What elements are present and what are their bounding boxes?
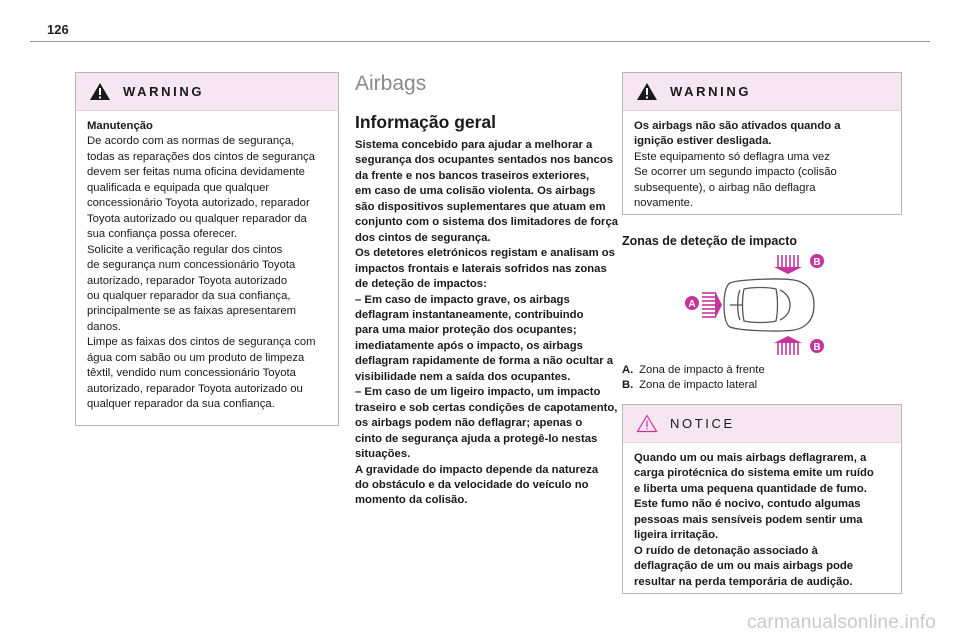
notice-body	[623, 443, 901, 599]
left-warning-line: concessionário Toyota autorizado, reparador	[87, 197, 310, 210]
left-warning-line: De acordo com as normas de segurança,	[87, 135, 295, 148]
notice-line: carga pirotécnica do sistema emite um ruído	[634, 467, 874, 480]
general-info-line: Sistema concebido para ajudar a melhorar a	[355, 139, 593, 151]
general-info-line: cinto de segurança ajuda a protegê-lo nestas	[355, 432, 598, 445]
left-warning-line: ou qualquer reparador da sua confiança,	[87, 289, 291, 302]
left-warning-line: qualquer reparador da sua confiança.	[87, 398, 275, 411]
left-warning-line: Limpe as faixas dos cintos de segurança com	[87, 336, 316, 349]
general-info-text	[355, 138, 618, 509]
left-warning-line: água com sabão ou um produto de limpeza	[87, 351, 305, 364]
label-b-bottom-marker	[810, 339, 824, 353]
general-info-line: deflagram rapidamente de forma a não ocultar a	[355, 355, 614, 368]
front-impact-arrows	[702, 291, 722, 319]
legend-item	[622, 378, 765, 393]
notice-triangle-icon	[636, 414, 658, 433]
left-warning-box	[75, 72, 339, 426]
right-warning-line: Os airbags não são ativados quando a	[634, 120, 841, 132]
notice-line: O ruído de detonação associado à	[634, 544, 818, 557]
general-info-line: de deteção de impactos:	[355, 278, 487, 291]
right-warning-line: subsequente), o airbag não deflagra	[634, 181, 816, 194]
legend-item	[622, 363, 765, 378]
legend-key: B.	[622, 378, 634, 391]
label-b-bottom-text: B	[813, 342, 821, 353]
general-info-line: deflagram instantaneamente, contribuindo	[355, 308, 584, 321]
right-warning-box	[622, 72, 902, 215]
general-info-line: em caso de uma colisão violenta. Os airbags	[355, 185, 596, 198]
general-info-line: A gravidade do impacto depende da natureza	[355, 463, 599, 476]
general-info-line: são dispositivos suplementares que atuam em	[355, 200, 606, 213]
general-info-line: momento da colisão.	[355, 494, 468, 507]
right-warning-line: Se ocorrer um segundo impacto (colisão	[634, 166, 837, 179]
general-info-line: do obstáculo e da velocidade do veículo no	[355, 478, 589, 491]
legend-key: A.	[622, 364, 634, 376]
label-b-top-text: B	[813, 257, 821, 268]
side-impact-arrows-bottom	[774, 336, 802, 355]
left-warning-line: autorizado, reparador Toyota autorizado	[87, 274, 288, 287]
general-info-line: para uma maior proteção dos ocupantes;	[355, 324, 577, 337]
side-impact-arrows-top	[774, 255, 802, 274]
warning-triangle-icon	[636, 82, 658, 101]
left-warning-line: todas as reparações dos cintos de segurança	[87, 150, 315, 163]
left-warning-line: Manutenção	[87, 120, 153, 132]
left-warning-header	[76, 73, 338, 111]
right-warning-label: WARNING	[670, 84, 752, 99]
watermark-text: carmanualsonline.info	[746, 612, 936, 633]
label-a-marker	[685, 296, 699, 310]
legend-text: Zona de impacto lateral	[636, 378, 758, 391]
general-info-line: segurança dos ocupantes sentados nos bancos	[355, 154, 614, 167]
general-info-line: – Em caso de impacto grave, os airbags	[355, 293, 570, 306]
general-info-line: da frente e nos bancos traseiros exteriores,	[355, 169, 590, 182]
left-warning-body	[76, 111, 338, 422]
notice-line: resultar na perda temporária de audição.	[634, 575, 853, 588]
general-info-line: visibilidade nem a saída dos ocupantes.	[355, 370, 571, 383]
notice-line: pessoas mais sensíveis podem sentir uma	[634, 513, 863, 526]
right-warning-header	[623, 73, 901, 111]
legend-text: Zona de impacto à frente	[636, 364, 765, 376]
left-warning-line: Toyota autorizado ou qualquer reparador da	[87, 212, 307, 225]
left-warning-line: autorizado, reparador Toyota autorizado ou	[87, 382, 303, 395]
general-info-heading: Informação geral	[355, 112, 497, 132]
impact-zones-legend	[622, 363, 765, 392]
impact-zones-heading: Zonas de deteção de impacto	[622, 234, 798, 248]
section-title: Airbags	[355, 72, 427, 95]
left-warning-line: qualificada e equipada que qualquer	[87, 181, 270, 194]
general-info-line: Os detetores eletrónicos registam e analisam os	[355, 247, 615, 260]
notice-line: Este fumo não é nocivo, contudo algumas	[634, 498, 861, 511]
general-info-line: – Em caso de um ligeiro impacto, um impacto	[355, 386, 601, 399]
notice-label: NOTICE	[670, 416, 735, 431]
right-warning-line: Este equipamento só deflagra uma vez	[634, 150, 830, 163]
left-warning-line: principalmente se as faixas apresentarem	[87, 305, 297, 318]
general-info-line: situações.	[355, 448, 411, 461]
general-info-line: imediatamente após o impacto, os airbags	[355, 339, 583, 352]
header-divider	[30, 41, 930, 42]
general-info-line: conjunto com o sistema dos limitadores de força	[355, 216, 619, 229]
general-info-line: dos cintos de segurança.	[355, 231, 491, 244]
notice-line: ligeira irritação.	[634, 529, 719, 542]
general-info-line: os airbags podem não deflagrar; apenas o	[355, 417, 583, 430]
left-warning-line: devem ser feitas numa oficina devidamente	[87, 166, 305, 179]
impact-zones-diagram	[682, 250, 832, 360]
left-warning-line: sua confiança possa oferecer.	[87, 228, 238, 241]
car-top-view-icon	[724, 279, 814, 331]
notice-line: Quando um ou mais airbags deflagrarem, a	[634, 452, 867, 464]
label-a-text: A	[688, 299, 696, 310]
notice-header	[623, 405, 901, 443]
left-warning-line: Solicite a verificação regular dos cintos	[87, 243, 283, 256]
general-info-line: impactos frontais e laterais sofridos nas zonas	[355, 262, 607, 275]
label-b-top-marker	[810, 254, 824, 268]
left-warning-line: danos.	[87, 320, 121, 333]
right-warning-line: novamente.	[634, 197, 694, 210]
general-info-line: traseiro e sob certas condições de capotamento,	[355, 401, 618, 414]
left-warning-label: WARNING	[123, 84, 205, 99]
notice-box	[622, 404, 902, 594]
right-warning-body	[623, 111, 901, 221]
left-warning-line: têxtil, vendido num concessionário Toyota	[87, 367, 296, 380]
left-warning-line: de segurança num concessionário Toyota	[87, 259, 296, 272]
warning-triangle-icon	[89, 82, 111, 101]
right-warning-line: ignição estiver desligada.	[634, 135, 772, 148]
notice-line: e liberta uma pequena quantidade de fumo.	[634, 482, 867, 495]
notice-line: deflagração de um ou mais airbags pode	[634, 560, 854, 573]
page-number: 126	[47, 22, 69, 37]
